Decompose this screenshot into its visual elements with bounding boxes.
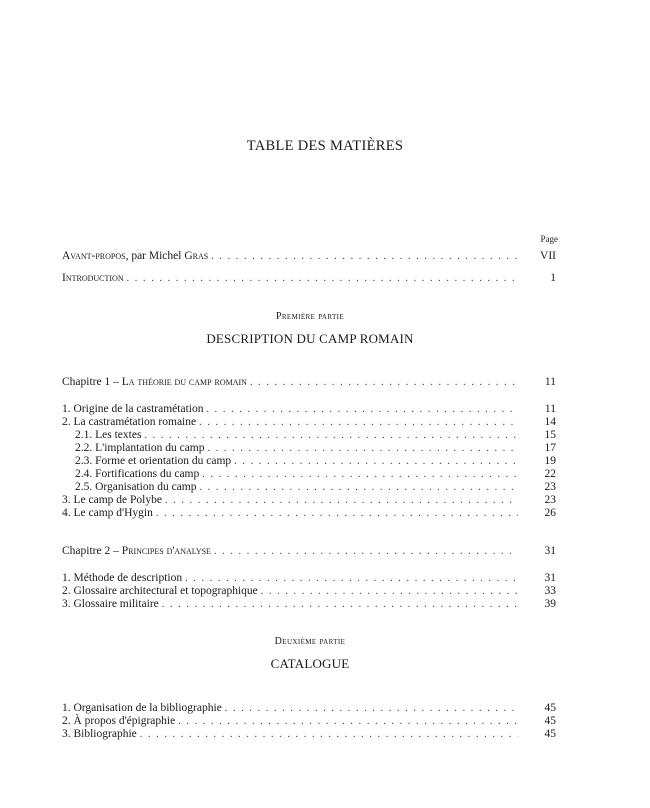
toc-entry[interactable] xyxy=(62,402,556,416)
leader-dots xyxy=(250,376,518,390)
toc-page-number: 31 xyxy=(544,545,556,557)
toc-entry[interactable] xyxy=(62,597,556,611)
part-title: DESCRIPTION DU CAMP ROMAIN xyxy=(206,331,414,346)
toc-entry-label: 3. Glossaire militaire xyxy=(62,598,159,610)
toc-page-number: 22 xyxy=(544,468,556,480)
toc-entry[interactable] xyxy=(62,714,556,728)
toc-page-number: 23 xyxy=(544,481,556,493)
toc-entry-label: 2.2. L'implantation du camp xyxy=(75,442,205,454)
toc-page-number: 15 xyxy=(544,429,556,441)
chapter-heading[interactable] xyxy=(62,544,556,558)
toc-page-number: 23 xyxy=(544,494,556,506)
toc-page-number: 19 xyxy=(544,455,556,467)
toc-subentry[interactable] xyxy=(75,454,556,468)
leader-dots xyxy=(140,728,518,742)
page-title: TABLE DES MATIÈRES xyxy=(246,138,404,154)
toc-page-number: 33 xyxy=(544,585,556,597)
page-column-header: Page xyxy=(540,234,558,244)
toc-entry-label: 2. À propos d'épigraphie xyxy=(62,715,176,727)
leader-dots xyxy=(162,598,518,612)
toc-entry-label: 2.3. Forme et orientation du camp xyxy=(75,455,232,467)
toc-entry[interactable] xyxy=(62,571,556,585)
toc-entry-label: 4. Le camp d'Hygin xyxy=(62,507,153,519)
toc-subentry[interactable] xyxy=(75,480,556,494)
toc-entry-label: 2. La castramétation romaine xyxy=(62,416,197,428)
toc-page-number: 14 xyxy=(544,416,556,428)
toc-entry-label: 1. Origine de la castramétation xyxy=(62,403,204,415)
chapter-label: Chapitre 1 – La théorie du camp romain xyxy=(62,376,247,388)
part-label: Première partie xyxy=(275,311,345,322)
leader-dots xyxy=(156,507,518,521)
toc-page-number: 26 xyxy=(544,507,556,519)
toc-entry-label: Introduction xyxy=(62,272,124,284)
toc-page-number: 11 xyxy=(544,376,556,388)
toc-page-number: 45 xyxy=(544,715,556,727)
toc-entry[interactable] xyxy=(62,493,556,507)
toc-page-number: 11 xyxy=(544,403,556,415)
toc-entry-introduction[interactable] xyxy=(62,271,556,285)
chapter-label: Chapitre 2 – Principes d'analyse xyxy=(62,545,211,557)
toc-page-number: 1 xyxy=(550,272,556,284)
toc-entry-label: 1. Organisation de la bibliographie xyxy=(62,702,222,714)
toc-entry[interactable] xyxy=(62,415,556,429)
toc-entry-label: 2.4. Fortifications du camp xyxy=(75,468,200,480)
toc-page-number: 31 xyxy=(544,572,556,584)
toc-page-number: 45 xyxy=(544,702,556,714)
toc-page-number: VII xyxy=(540,250,556,262)
toc-entry-label: 1. Méthode de description xyxy=(62,572,183,584)
chapter-heading[interactable] xyxy=(62,375,556,389)
toc-page-number: 45 xyxy=(544,728,556,740)
toc-entry-label: 2.1. Les textes xyxy=(75,429,142,441)
toc-entry[interactable] xyxy=(62,727,556,741)
toc-subentry[interactable] xyxy=(75,441,556,455)
leader-dots xyxy=(211,250,518,264)
toc-entry-label: 2. Glossaire architectural et topographique xyxy=(62,585,258,597)
toc-page-number: 39 xyxy=(544,598,556,610)
toc-entry[interactable] xyxy=(62,506,556,520)
toc-entry[interactable] xyxy=(62,584,556,598)
leader-dots xyxy=(214,545,518,559)
part-title: CATALOGUE xyxy=(270,656,350,671)
toc-entry-label: 3. Bibliographie xyxy=(62,728,137,740)
leader-dots xyxy=(127,272,518,286)
toc-entry-label: Avant-propos, par Michel Gras xyxy=(62,250,209,262)
toc-entry-label: 2.5. Organisation du camp xyxy=(75,481,197,493)
toc-page-number: 17 xyxy=(544,442,556,454)
part-label: Deuxième partie xyxy=(274,636,346,647)
toc-subentry[interactable] xyxy=(75,428,556,442)
toc-entry[interactable] xyxy=(62,701,556,715)
toc-entry-avant-propos[interactable] xyxy=(62,249,556,263)
toc-subentry[interactable] xyxy=(75,467,556,481)
toc-entry-label: 3. Le camp de Polybe xyxy=(62,494,162,506)
